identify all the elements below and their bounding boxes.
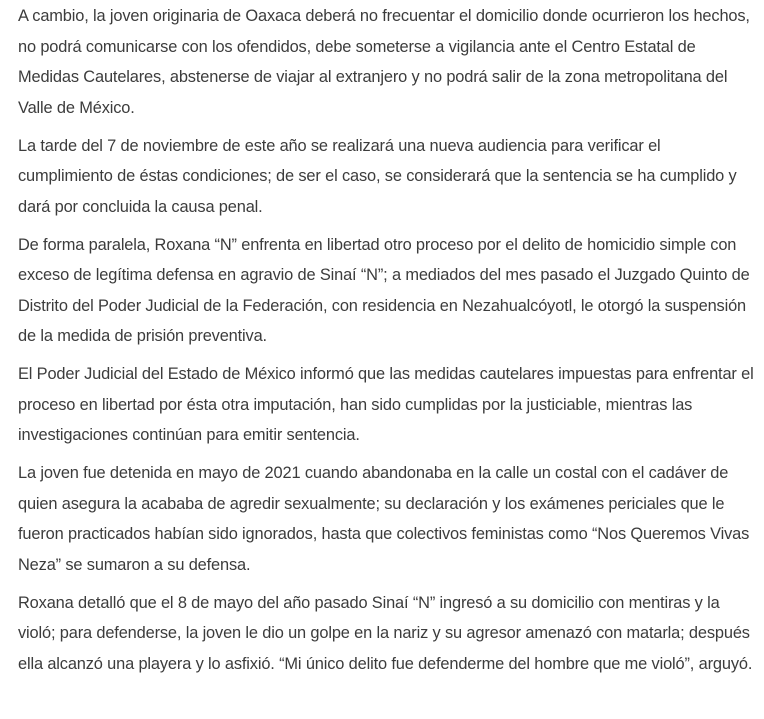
article-paragraph-1: A cambio, la joven originaria de Oaxaca deberá no frecuentar el domicilio donde ocurrieron los hechos, no podrá comunicarse con los ofendidos, debe someterse a vigilancia ante el Centro Estatal de Medidas Cautelares, abstenerse de viajar al extranjero y no podrá salir de la zona metropolitana del Valle de México.: [18, 7, 750, 117]
article-paragraph-2: La tarde del 7 de noviembre de este año se realizará una nueva audiencia para verificar el cumplimiento de éstas condiciones; de ser el caso, se considerará que la sentencia se ha cumplido y dará por concluida la causa penal.: [18, 136, 737, 216]
article-paragraph-5: La joven fue detenida en mayo de 2021 cuando abandonaba en la calle un costal con el cadáver de quien asegura la acababa de agredir sexualmente; su declaración y los exámenes periciales que le fueron practicados habían sido ignorados, hasta que colectivos feministas como “Nos Queremos Vivas Neza” se sumaron a su defensa.: [18, 464, 750, 574]
article-body: [0, 1, 764, 679]
article-paragraph-4: El Poder Judicial del Estado de México informó que las medidas cautelares impuestas para enfrentar el proceso en libertad por ésta otra imputación, han sido cumplidas por la justiciable, mientras las investigaciones continúan para emitir sentencia.: [18, 365, 754, 444]
article-paragraph-3: De forma paralela, Roxana “N” enfrenta en libertad otro proceso por el delito de homicidio simple con exceso de legítima defensa en agravio de Sinaí “N”; a mediados del mes pasado el Juzgado Quinto de Distrito del Poder Judicial de la Federación, con residencia en Nezahualcóyotl, le otorgó la suspensión de la medida de prisión preventiva.: [18, 235, 750, 345]
article-paragraph-6: Roxana detalló que el 8 de mayo del año pasado Sinaí “N” ingresó a su domicilio con mentiras y la violó; para defenderse, la joven le dio un golpe en la nariz y su agresor amenazó con matarla; después ella alcanzó una playera y lo asfixió. “Mi único delito fue defenderme del hombre que me violó”, arguyó.: [18, 593, 753, 673]
